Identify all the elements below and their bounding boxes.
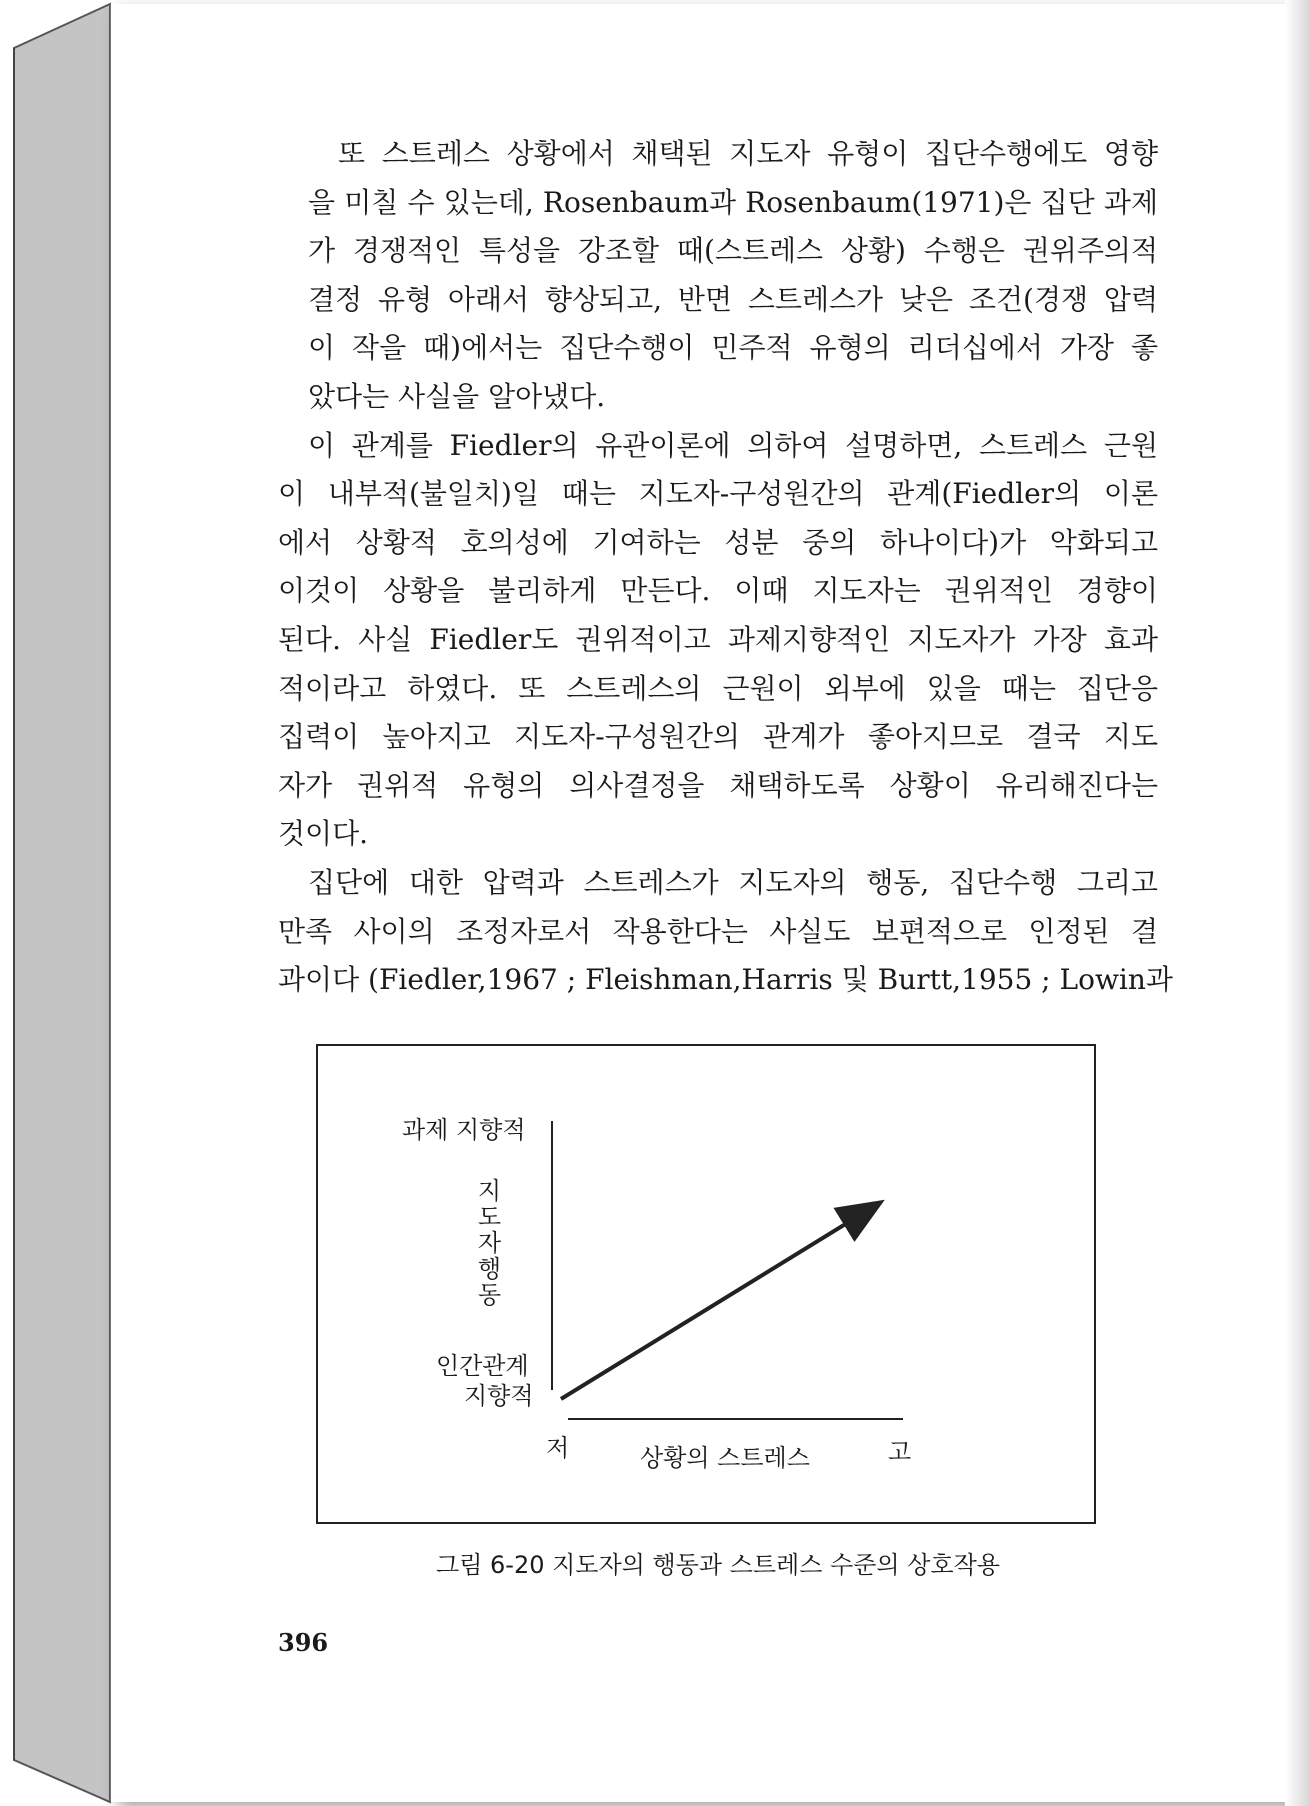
text-line: 자가 권위적 유형의 의사결정을 채택하도록 상황이 유리해진다는 <box>278 768 1158 802</box>
figure-frame <box>316 1044 1096 1524</box>
y-top-label: 과제 지향적 <box>402 1116 526 1144</box>
text-line: 이 내부적(불일치)일 때는 지도자-구성원간의 관계(Fiedler의 이론 <box>278 477 1158 511</box>
text-line: 집력이 높아지고 지도자-구성원간의 관계가 좋아지므로 결국 지도 <box>278 720 1158 754</box>
page-edge <box>1285 0 1309 1806</box>
trend-arrow <box>561 1204 878 1399</box>
text-line: 결정 유형 아래서 향상되고, 반면 스트레스가 낮은 조건(경쟁 압력 <box>308 282 1158 316</box>
figure-caption: 그림 6-20 지도자의 행동과 스트레스 수준의 상호작용 <box>436 1551 1000 1579</box>
y-bottom-label-2: 지향적 <box>464 1382 534 1410</box>
body-text <box>278 130 1173 1005</box>
text-line: 에서 상황적 호의성에 기여하는 성분 중의 하나이다)가 악화되고 <box>278 525 1158 559</box>
paragraph-3 <box>278 859 1173 1005</box>
x-low-label: 저 <box>546 1434 570 1462</box>
paragraph-1 <box>278 130 1158 422</box>
text-line: 았다는 사실을 알아냈다. <box>308 379 606 413</box>
text-line: 이 관계를 Fiedler의 유관이론에 의하여 설명하면, 스트레스 근원 <box>308 428 1158 462</box>
text-line: 것이다. <box>278 817 369 851</box>
page-number: 396 <box>278 1628 329 1657</box>
text-line: 또 스트레스 상황에서 채택된 지도자 유형이 집단수행에도 영향 <box>338 137 1158 170</box>
y-axis-title: 지도자행동 <box>473 1178 501 1308</box>
text-line: 가 경쟁적인 특성을 강조할 때(스트레스 상황) 수행은 권위주의적 <box>308 234 1158 268</box>
text-line: 만족 사이의 조정자로서 작용한다는 사실도 보편적으로 인정된 결 <box>278 914 1158 948</box>
y-bottom-label-1: 인간관계 <box>436 1352 529 1380</box>
text-line: 적이라고 하였다. 또 스트레스의 근원이 외부에 있을 때는 집단응 <box>278 671 1158 705</box>
paragraph-2 <box>278 422 1158 859</box>
text-line: 집단에 대한 압력과 스트레스가 지도자의 행동, 집단수행 그리고 <box>308 865 1158 899</box>
text-line: 이것이 상황을 불리하게 만든다. 이때 지도자는 권위적인 경향이 <box>278 574 1158 608</box>
text-line: 된다. 사실 Fiedler도 권위적이고 과제지향적인 지도자가 가장 효과 <box>278 622 1158 656</box>
text-line: 을 미칠 수 있는데, Rosenbaum과 Rosenbaum(1971)은 집단 과제 <box>308 185 1158 219</box>
x-high-label: 고 <box>888 1438 912 1466</box>
text-line: 과이다 (Fiedler,1967 ; Fleishman,Harris 및 Burtt,1955 ; Lowin과 <box>278 963 1173 997</box>
x-axis-title: 상황의 스트레스 <box>640 1444 810 1472</box>
book-spine <box>0 0 112 1806</box>
text-line: 이 작을 때)에서는 집단수행이 민주적 유형의 리더십에서 가장 좋 <box>308 331 1158 365</box>
